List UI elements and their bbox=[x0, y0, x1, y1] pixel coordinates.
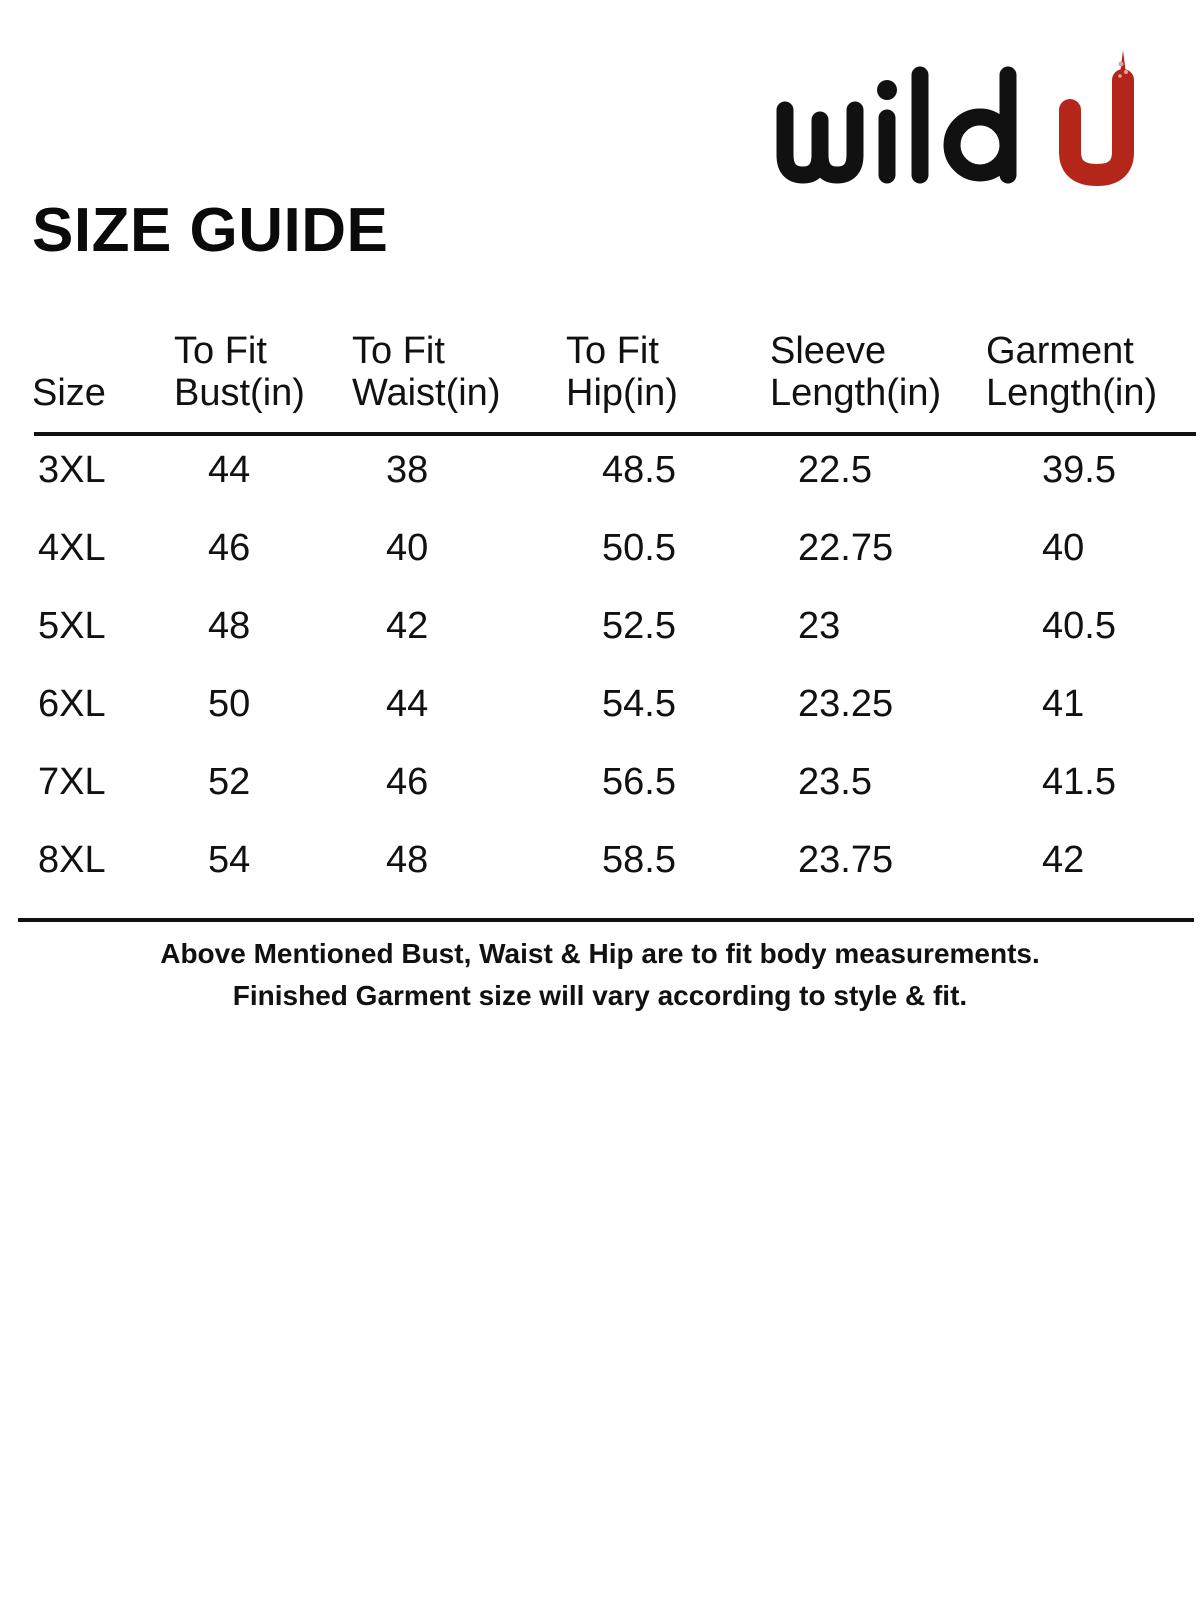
hip-cell: 56.5 bbox=[602, 761, 676, 803]
size-cell: 6XL bbox=[38, 683, 106, 725]
size-table bbox=[0, 330, 1200, 432]
bust-cell: 46 bbox=[208, 527, 251, 569]
waist-cell: 48 bbox=[386, 839, 429, 881]
column-header-bust: To Fit Bust(in) bbox=[174, 330, 305, 414]
garment-length-cell: 41 bbox=[1042, 683, 1085, 725]
brand-logo-mark bbox=[775, 40, 1175, 190]
table-row bbox=[0, 448, 1200, 526]
sleeve-length-cell: 22.75 bbox=[798, 527, 894, 569]
hip-cell: 48.5 bbox=[602, 449, 676, 491]
table-row bbox=[0, 604, 1200, 682]
size-table-body bbox=[0, 448, 1200, 916]
bust-cell: 54 bbox=[208, 839, 251, 881]
sleeve-length-cell: 23 bbox=[798, 605, 841, 647]
table-row bbox=[0, 526, 1200, 604]
sleeve-length-cell: 23.75 bbox=[798, 839, 894, 881]
table-row bbox=[0, 682, 1200, 760]
column-header-waist: To Fit Waist(in) bbox=[352, 330, 501, 414]
column-header-sleeve-length: Sleeve Length(in) bbox=[770, 330, 942, 414]
table-row bbox=[0, 838, 1200, 916]
size-cell: 4XL bbox=[38, 527, 106, 569]
footnote-line-2: Finished Garment size will vary according to style & fit. bbox=[232, 980, 968, 1011]
waist-cell: 44 bbox=[386, 683, 429, 725]
column-header-size: Size bbox=[32, 372, 106, 414]
bust-cell: 48 bbox=[208, 605, 251, 647]
hip-cell: 58.5 bbox=[602, 839, 676, 881]
size-cell: 7XL bbox=[38, 761, 106, 803]
column-header-hip: To Fit Hip(in) bbox=[566, 330, 678, 414]
table-header-row bbox=[0, 330, 1200, 432]
sleeve-length-cell: 23.5 bbox=[798, 761, 872, 803]
garment-length-cell: 42 bbox=[1042, 839, 1085, 881]
footnote-line-1: Above Mentioned Bust, Waist & Hip are to fit body measurements. bbox=[160, 938, 1040, 969]
hip-cell: 52.5 bbox=[602, 605, 676, 647]
bust-cell: 52 bbox=[208, 761, 251, 803]
garment-length-cell: 40 bbox=[1042, 527, 1085, 569]
sleeve-length-cell: 23.25 bbox=[798, 683, 894, 725]
bust-cell: 50 bbox=[208, 683, 251, 725]
size-cell: 3XL bbox=[38, 449, 106, 491]
table-bottom-divider bbox=[18, 918, 1194, 922]
size-cell: 8XL bbox=[38, 839, 106, 881]
size-cell: 5XL bbox=[38, 605, 106, 647]
garment-length-cell: 40.5 bbox=[1042, 605, 1116, 647]
hip-cell: 54.5 bbox=[602, 683, 676, 725]
table-row bbox=[0, 760, 1200, 838]
page-title: SIZE GUIDE bbox=[32, 196, 389, 265]
waist-cell: 38 bbox=[386, 449, 429, 491]
brand-logo bbox=[775, 40, 1175, 190]
hip-cell: 50.5 bbox=[602, 527, 676, 569]
header-divider bbox=[34, 432, 1196, 436]
garment-length-cell: 39.5 bbox=[1042, 449, 1116, 491]
sleeve-length-cell: 22.5 bbox=[798, 449, 872, 491]
waist-cell: 42 bbox=[386, 605, 429, 647]
waist-cell: 46 bbox=[386, 761, 429, 803]
column-header-garment-length: Garment Length(in) bbox=[986, 330, 1158, 414]
bust-cell: 44 bbox=[208, 449, 251, 491]
garment-length-cell: 41.5 bbox=[1042, 761, 1116, 803]
waist-cell: 40 bbox=[386, 527, 429, 569]
